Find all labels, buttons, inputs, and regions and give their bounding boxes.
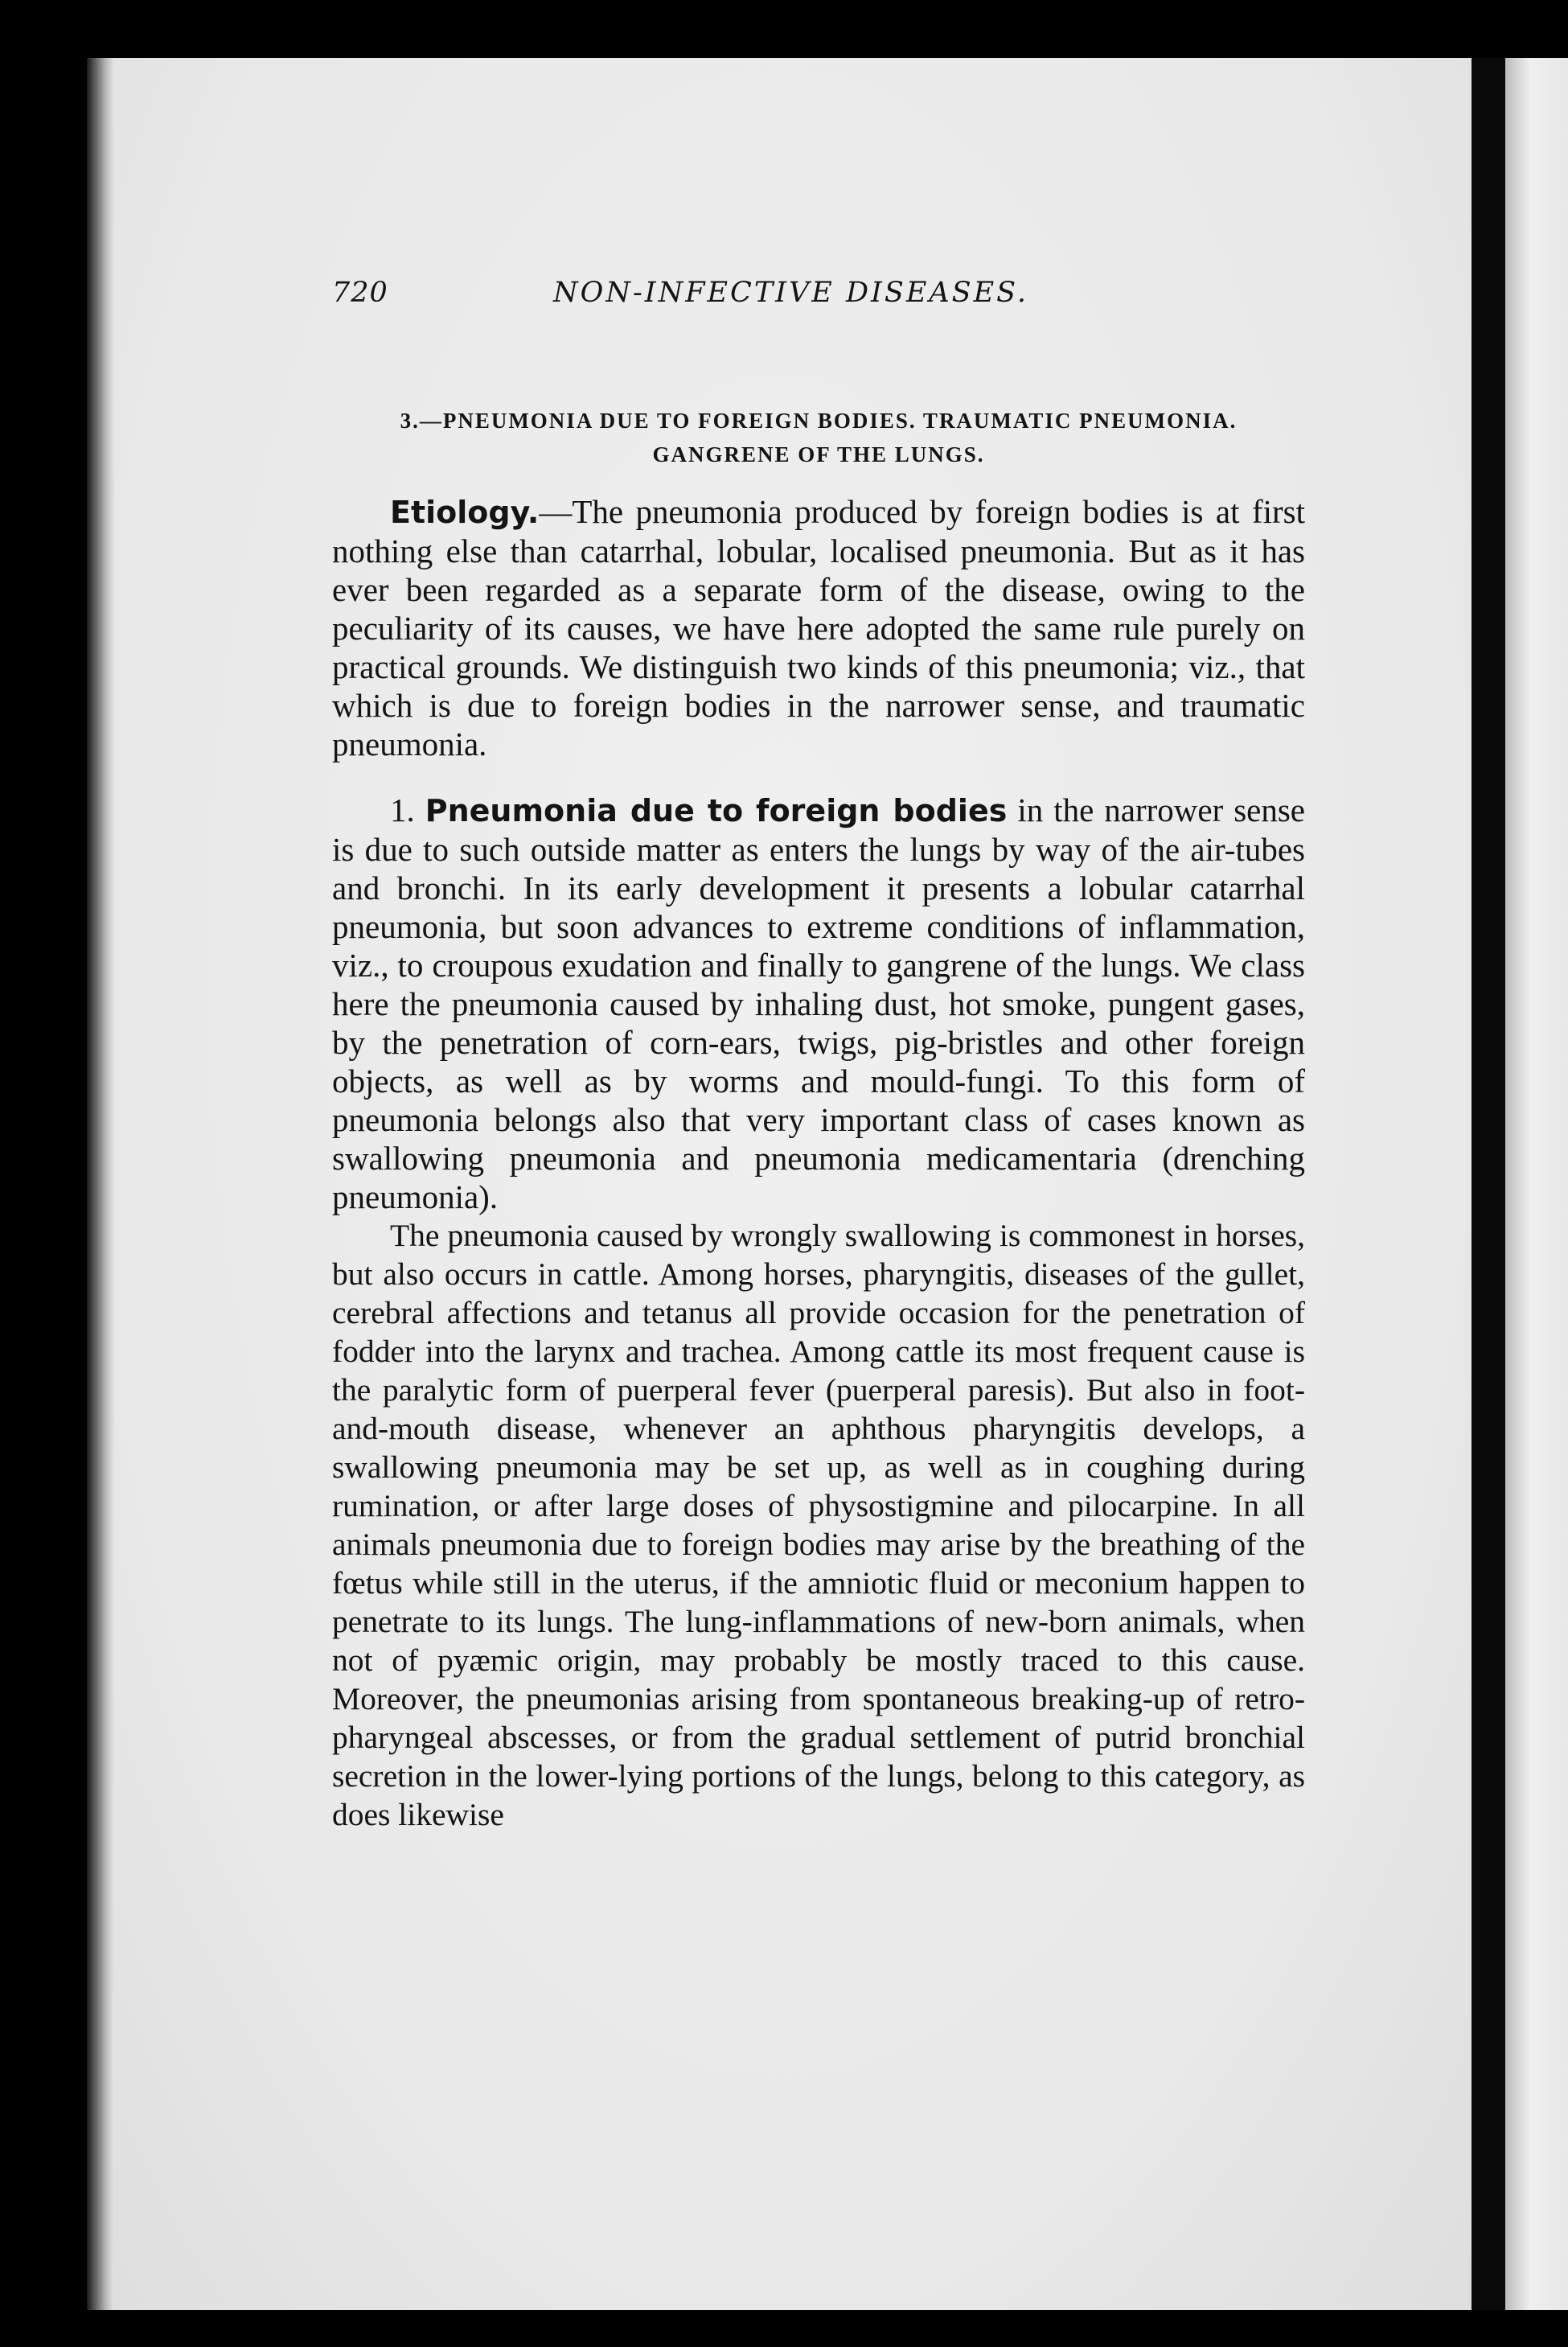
foreign-bodies-run-in-heading: Pneumonia due to foreign bodies xyxy=(425,793,1008,828)
etiology-run-in-heading: Etiology. xyxy=(390,495,540,530)
section-heading: 3.—PNEUMONIA DUE TO FOREIGN BODIES. TRAUMATIC PNEUMONIA. GANGRENE OF THE LUNGS. xyxy=(400,409,1238,467)
running-title: NON-INFECTIVE DISEASES. xyxy=(553,277,1029,309)
subsection-number: 1. xyxy=(390,791,415,828)
foreign-bodies-text: in the narrower sense is due to such outside matter as enters the lungs by way of the air-tubes and bronchi. In its early development it presents a lobular catarrhal pneumonia, but soon advances to extreme conditions of inflammation, viz., to croupous exudation and finally to gangrene of the lungs. We class here the pneumonia caused by inhaling dust, hot smoke, pungent gases, by the penetration of corn-ears, twigs, pig-bristles and other foreign objects, as well as by worms and mould-fungi. To this form of pneumonia belongs also that very important class of cases known as swallowing pneumonia and pneumonia medicamentaria (drenching pneumonia). xyxy=(332,791,1305,1215)
scan-gutter xyxy=(1472,58,1505,2310)
etiology-text: —The pneumonia produced by foreign bodies is at first nothing else than catarrhal, lobular, localised pneumonia. But as it has ever been regarded as a separate form of the disease, owing to the peculiarity of its causes, we have here adopted the same rule purely on practical grounds. We distinguish two kinds of this pneumonia; viz., that which is due to foreign bodies in the narrower sense, and traumatic pneumonia. xyxy=(332,493,1305,762)
swallowing-pneumonia-paragraph: The pneumonia caused by wrongly swallowing is commonest in horses, but also occurs in cattle. Among horses, pharyngitis, diseases of the gullet, cerebral affections and tetanus all provide occasion for the penetration of fodder into the larynx and trachea. Among cattle its most frequent cause is the paralytic form of puerperal fever (puerperal paresis). But also in foot-and-mouth disease, whenever an aphthous pharyngitis develops, a swallowing pneumonia may be set up, as well as in coughing during rumination, or after large doses of physostigmine and pilocarpine. In all animals pneumonia due to foreign bodies may arise by the breathing of the fœtus while still in the uterus, if the amniotic fluid or meconium happen to penetrate to its lungs. The lung-inflammations of new-born animals, when not of pyæmic origin, may probably be mostly traced to this cause. Moreover, the pneumonias arising from spontaneous breaking-up of retro-pharyngeal abscesses, or from the gradual settlement of putrid bronchial secretion in the lower-lying portions of the lungs, belong to this category, as does likewise xyxy=(332,1218,1305,1832)
facing-page-edge xyxy=(1505,58,1568,2310)
etiology-paragraph xyxy=(332,492,1305,763)
running-head xyxy=(244,265,1307,330)
page-binding-edge xyxy=(87,58,114,2310)
foreign-bodies-paragraph xyxy=(332,791,1305,1216)
page-content xyxy=(244,265,1307,1834)
page-number: 720 xyxy=(332,277,388,309)
